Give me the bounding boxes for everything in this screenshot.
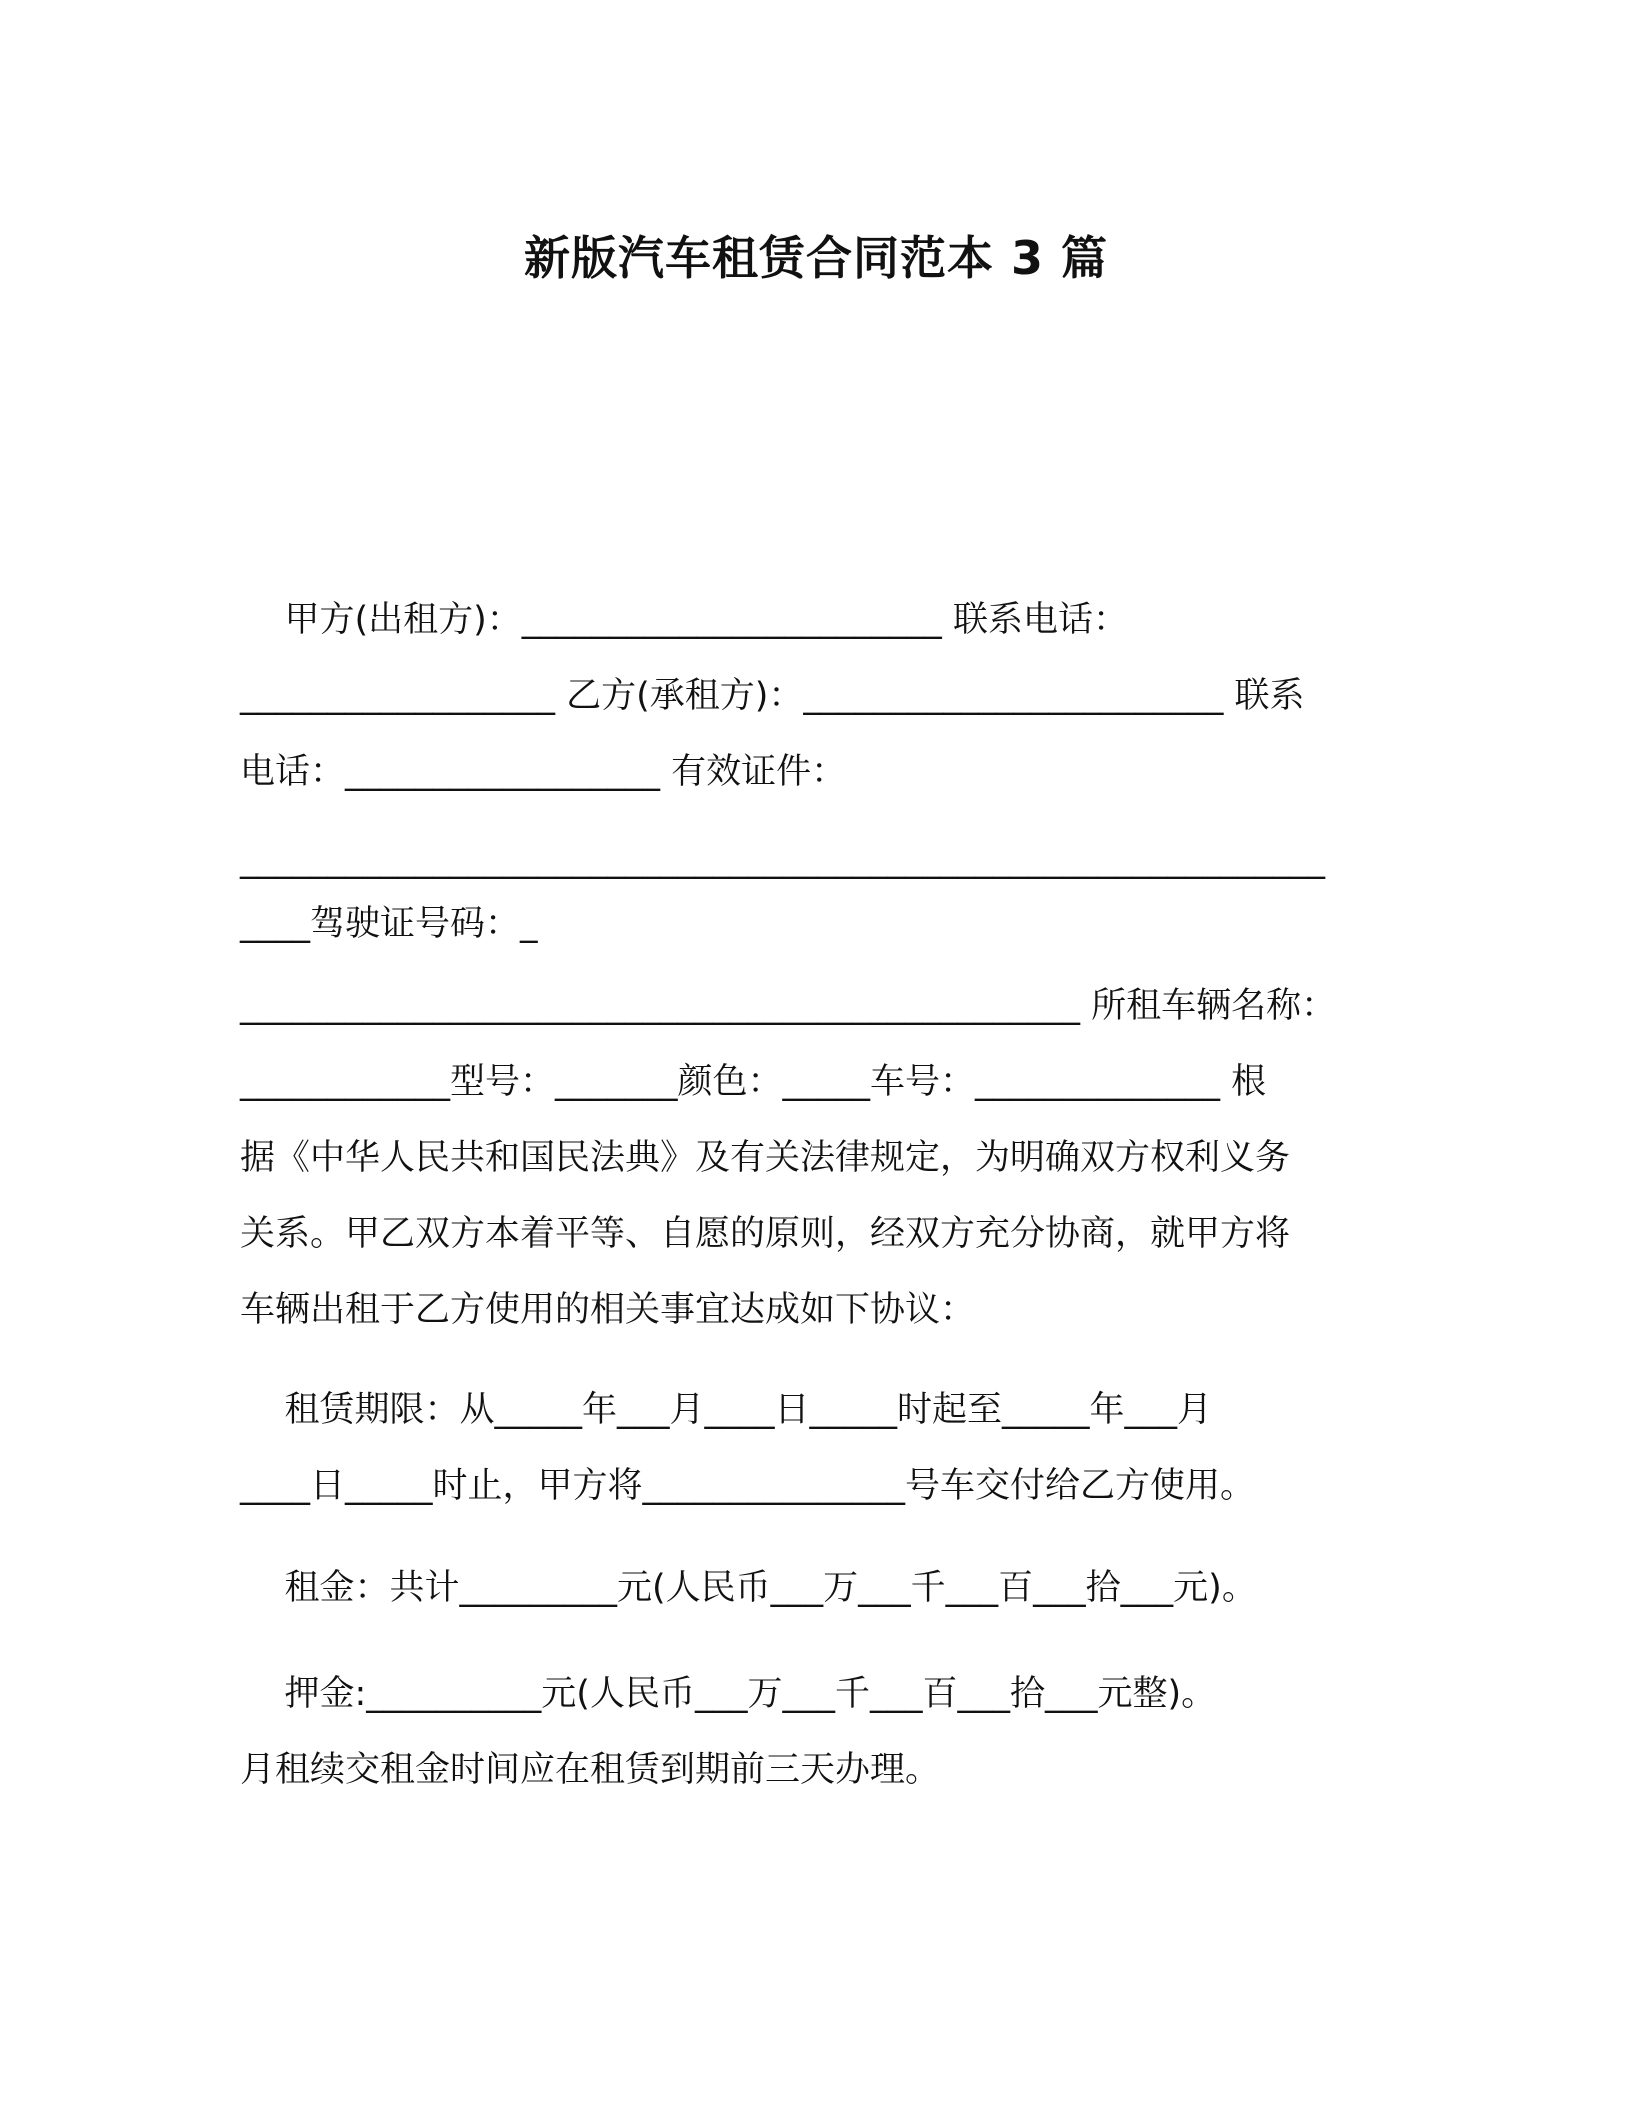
renewal-line: 月租续交租金时间应在租赁到期前三天办理。 bbox=[240, 1750, 941, 1790]
vehicle-name-line: ________________________________________________ 所租车辆名称： bbox=[240, 986, 1337, 1026]
rent-line: 租金：共计_________元(人民币___万___千___百___拾___元)。 bbox=[240, 1568, 1257, 1608]
phone-id-line: 电话：__________________ 有效证件： bbox=[240, 752, 847, 792]
license-line: ____驾驶证号码：_ bbox=[240, 904, 538, 944]
preamble-line-3: 车辆出租于乙方使用的相关事宜达成如下协议： bbox=[240, 1290, 976, 1330]
party-b-line: __________________ 乙方(承租方)：________________________ 联系 bbox=[240, 676, 1305, 716]
document-title: 新版汽车租赁合同范本 3 篇 bbox=[523, 231, 1109, 285]
deposit-line: 押金:__________元(人民币___万___千___百___拾___元整)。 bbox=[240, 1674, 1217, 1714]
vehicle-info-line: ____________型号：_______颜色：_____车号：______________ 根 bbox=[240, 1062, 1267, 1102]
lease-term-line-2: ____日_____时止，甲方将_______________号车交付给乙方使用。 bbox=[240, 1466, 1256, 1506]
preamble-line-2: 关系。甲乙双方本着平等、自愿的原则，经双方充分协商，就甲方将 bbox=[240, 1214, 1291, 1254]
lease-term-line-1: 租赁期限：从_____年___月____日_____时起至_____年___月 bbox=[240, 1390, 1213, 1430]
blank-line: ______________________________________________________________ bbox=[240, 840, 1325, 880]
party-a-line: 甲方(出租方)：________________________ 联系电话： bbox=[240, 600, 1128, 640]
preamble-line-1: 据《中华人民共和国民法典》及有关法律规定，为明确双方权利义务 bbox=[240, 1138, 1291, 1178]
